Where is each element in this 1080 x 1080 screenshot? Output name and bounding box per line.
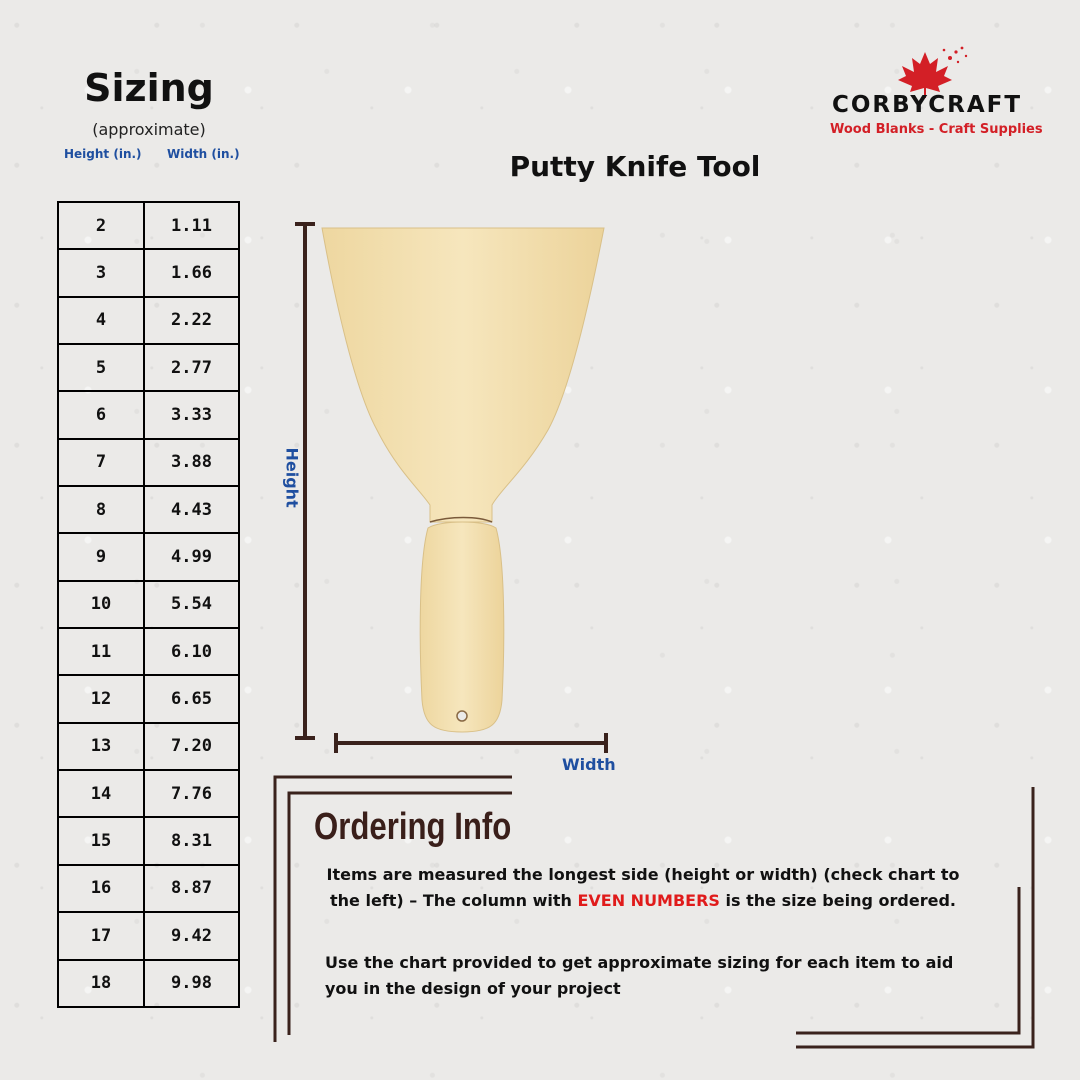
height-cell: 14 [58, 770, 144, 817]
width-cell: 9.42 [144, 912, 239, 959]
ordering-p1-text: Items are measured the longest side (height or width) (check chart to the left) – The column with [326, 865, 960, 910]
width-dimension-line [336, 733, 606, 753]
width-cell: 7.76 [144, 770, 239, 817]
height-cell: 18 [58, 960, 144, 1008]
table-row [58, 770, 239, 817]
ordering-p1-text-end: is the size being ordered. [719, 891, 956, 910]
height-cell: 8 [58, 486, 144, 533]
width-cell: 2.22 [144, 297, 239, 344]
height-cell: 2 [58, 202, 144, 249]
width-cell: 6.10 [144, 628, 239, 675]
height-cell: 7 [58, 439, 144, 486]
width-cell: 6.65 [144, 675, 239, 722]
table-row [58, 817, 239, 864]
height-cell: 4 [58, 297, 144, 344]
table-row [58, 865, 239, 912]
width-cell: 4.43 [144, 486, 239, 533]
table-row [58, 960, 239, 1008]
width-cell: 9.98 [144, 960, 239, 1008]
height-cell: 16 [58, 865, 144, 912]
width-column-header: Width (in.) [167, 147, 240, 161]
table-row [58, 486, 239, 533]
width-cell: 3.88 [144, 439, 239, 486]
sizing-table [57, 201, 240, 1008]
table-row [58, 628, 239, 675]
table-row [58, 533, 239, 580]
table-row [58, 912, 239, 959]
table-row [58, 391, 239, 438]
height-cell: 12 [58, 675, 144, 722]
sizing-title: Sizing [84, 66, 214, 110]
sizing-table-body [58, 202, 239, 1007]
height-cell: 17 [58, 912, 144, 959]
width-cell: 3.33 [144, 391, 239, 438]
height-cell: 11 [58, 628, 144, 675]
table-row [58, 723, 239, 770]
product-title: Putty Knife Tool [509, 150, 761, 183]
sizing-subtitle: (approximate) [92, 120, 206, 139]
maple-leaf-icon [898, 47, 967, 98]
height-cell: 5 [58, 344, 144, 391]
brand-tagline: Wood Blanks - Craft Supplies [830, 122, 1043, 137]
ordering-info-title: Ordering Info [314, 806, 512, 848]
width-cell: 8.87 [144, 865, 239, 912]
width-label: Width [562, 755, 616, 774]
height-cell: 15 [58, 817, 144, 864]
width-cell: 2.77 [144, 344, 239, 391]
height-cell: 13 [58, 723, 144, 770]
width-cell: 8.31 [144, 817, 239, 864]
table-row [58, 581, 239, 628]
table-row [58, 675, 239, 722]
height-cell: 9 [58, 533, 144, 580]
table-row [58, 202, 239, 249]
width-cell: 1.11 [144, 202, 239, 249]
height-label: Height [282, 447, 302, 508]
putty-knife-image [322, 228, 604, 732]
table-row [58, 439, 239, 486]
table-row [58, 297, 239, 344]
height-cell: 10 [58, 581, 144, 628]
height-column-header: Height (in.) [64, 147, 142, 161]
height-cell: 3 [58, 249, 144, 296]
width-cell: 5.54 [144, 581, 239, 628]
brand-name: CORBYCRAFT [832, 92, 1023, 118]
ordering-info-paragraph-2: Use the chart provided to get approximate sizing for each item to aid you in the design of your project [325, 953, 954, 998]
even-numbers-highlight: EVEN NUMBERS [577, 891, 720, 910]
width-cell: 1.66 [144, 249, 239, 296]
height-cell: 6 [58, 391, 144, 438]
table-row [58, 344, 239, 391]
table-row [58, 249, 239, 296]
ordering-info-paragraph-1 [318, 862, 968, 914]
width-cell: 4.99 [144, 533, 239, 580]
width-cell: 7.20 [144, 723, 239, 770]
